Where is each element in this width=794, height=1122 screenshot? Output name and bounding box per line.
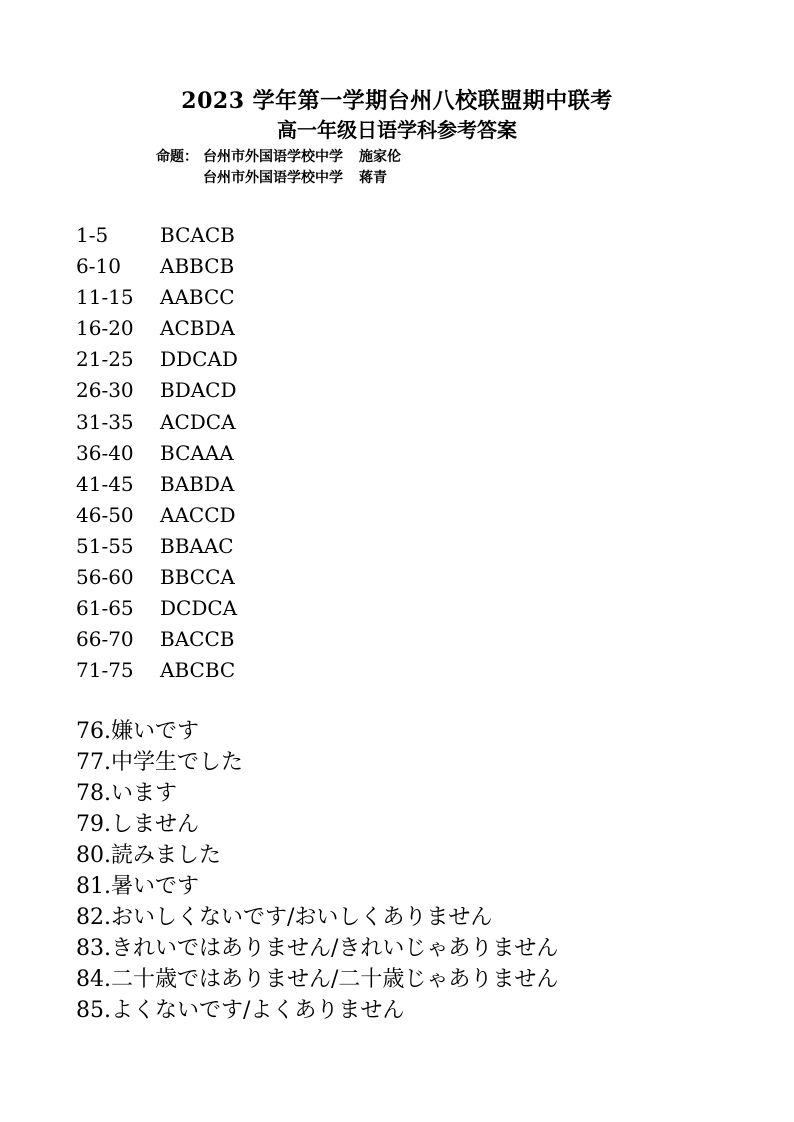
choice-answer-row: [76, 438, 238, 469]
question-range: 31-35: [76, 409, 134, 434]
answer-letters: ABBCB: [160, 254, 235, 279]
fill-answer-84: 84.二十歳ではありません/二十歳じゃありません: [76, 967, 559, 992]
question-range: 16-20: [76, 316, 134, 341]
question-range: 26-30: [76, 378, 134, 403]
answer-letters: BCAAA: [160, 440, 234, 465]
author-name: 蒋青: [359, 170, 387, 186]
answer-letters: ACBDA: [160, 316, 235, 341]
question-range: 46-50: [76, 502, 134, 527]
answer-letters: BBCCA: [160, 565, 235, 590]
choice-answer-row: [76, 251, 238, 282]
question-range: 66-70: [76, 627, 134, 652]
choice-answer-row: [76, 407, 238, 438]
question-range: 1-5: [76, 223, 109, 247]
answer-letters: BABDA: [160, 471, 235, 496]
choice-answer-row: [76, 313, 238, 344]
author-school: 台州市外国语学校中学: [203, 149, 343, 165]
answer-letters: ACDCA: [160, 409, 236, 434]
answer-letters: DCDCA: [160, 596, 238, 621]
question-range: 71-75: [76, 658, 134, 683]
question-range: 6-10: [76, 254, 121, 279]
fill-in-answer-list: [76, 716, 558, 1026]
question-range: 41-45: [76, 471, 134, 496]
document-subtitle: 高一年级日语学科参考答案: [277, 118, 517, 142]
author-label: 命题：: [156, 149, 198, 165]
question-range: 51-55: [76, 533, 134, 558]
answer-letters: BACCB: [160, 627, 235, 652]
answer-letters: BBAAC: [160, 533, 234, 558]
fill-answer-81: 81.暑いです: [76, 874, 199, 899]
answer-letters: ABCBC: [160, 658, 236, 683]
choice-answer-row: [76, 220, 238, 251]
choice-answer-row: [76, 593, 238, 624]
question-range: 11-15: [76, 285, 134, 310]
answer-letters: BCACB: [160, 223, 235, 247]
question-range: 36-40: [76, 440, 134, 465]
answer-letters: DDCAD: [160, 347, 238, 372]
question-range: 61-65: [76, 596, 134, 621]
choice-answer-list: [76, 220, 238, 686]
question-range: 56-60: [76, 565, 134, 590]
fill-answer-79: 79.しません: [76, 812, 199, 837]
author-name: 施家伦: [359, 149, 401, 165]
choice-answer-row: [76, 469, 238, 500]
fill-answer-80: 80.読みました: [76, 843, 221, 868]
choice-answer-row: [76, 562, 238, 593]
fill-answer-77: 77.中学生でした: [76, 750, 243, 775]
fill-answer-78: 78.います: [76, 781, 177, 806]
answer-letters: AABCC: [160, 285, 235, 310]
fill-answer-82: 82.おいしくないです/おいしくありません: [76, 905, 493, 930]
choice-answer-row: [76, 531, 238, 562]
choice-answer-row: [76, 344, 238, 375]
fill-answer-85: 85.よくないです/よくありません: [76, 998, 405, 1023]
answer-letters: BDACD: [160, 378, 237, 403]
choice-answer-row: [76, 375, 238, 406]
fill-answer-76: 76.嫌いです: [76, 719, 199, 744]
choice-answer-row: [76, 624, 238, 655]
question-range: 21-25: [76, 347, 134, 372]
choice-answer-row: [76, 500, 238, 531]
choice-answer-row: [76, 655, 238, 686]
author-school: 台州市外国语学校中学: [203, 170, 343, 186]
author-line: [156, 147, 401, 167]
fill-answer-83: 83.きれいではありません/きれいじゃありません: [76, 936, 559, 961]
choice-answer-row: [76, 282, 238, 313]
author-line: [203, 168, 387, 188]
document-title: 2023 学年第一学期台州八校联盟期中联考: [181, 88, 613, 114]
answer-letters: AACCD: [160, 502, 236, 527]
